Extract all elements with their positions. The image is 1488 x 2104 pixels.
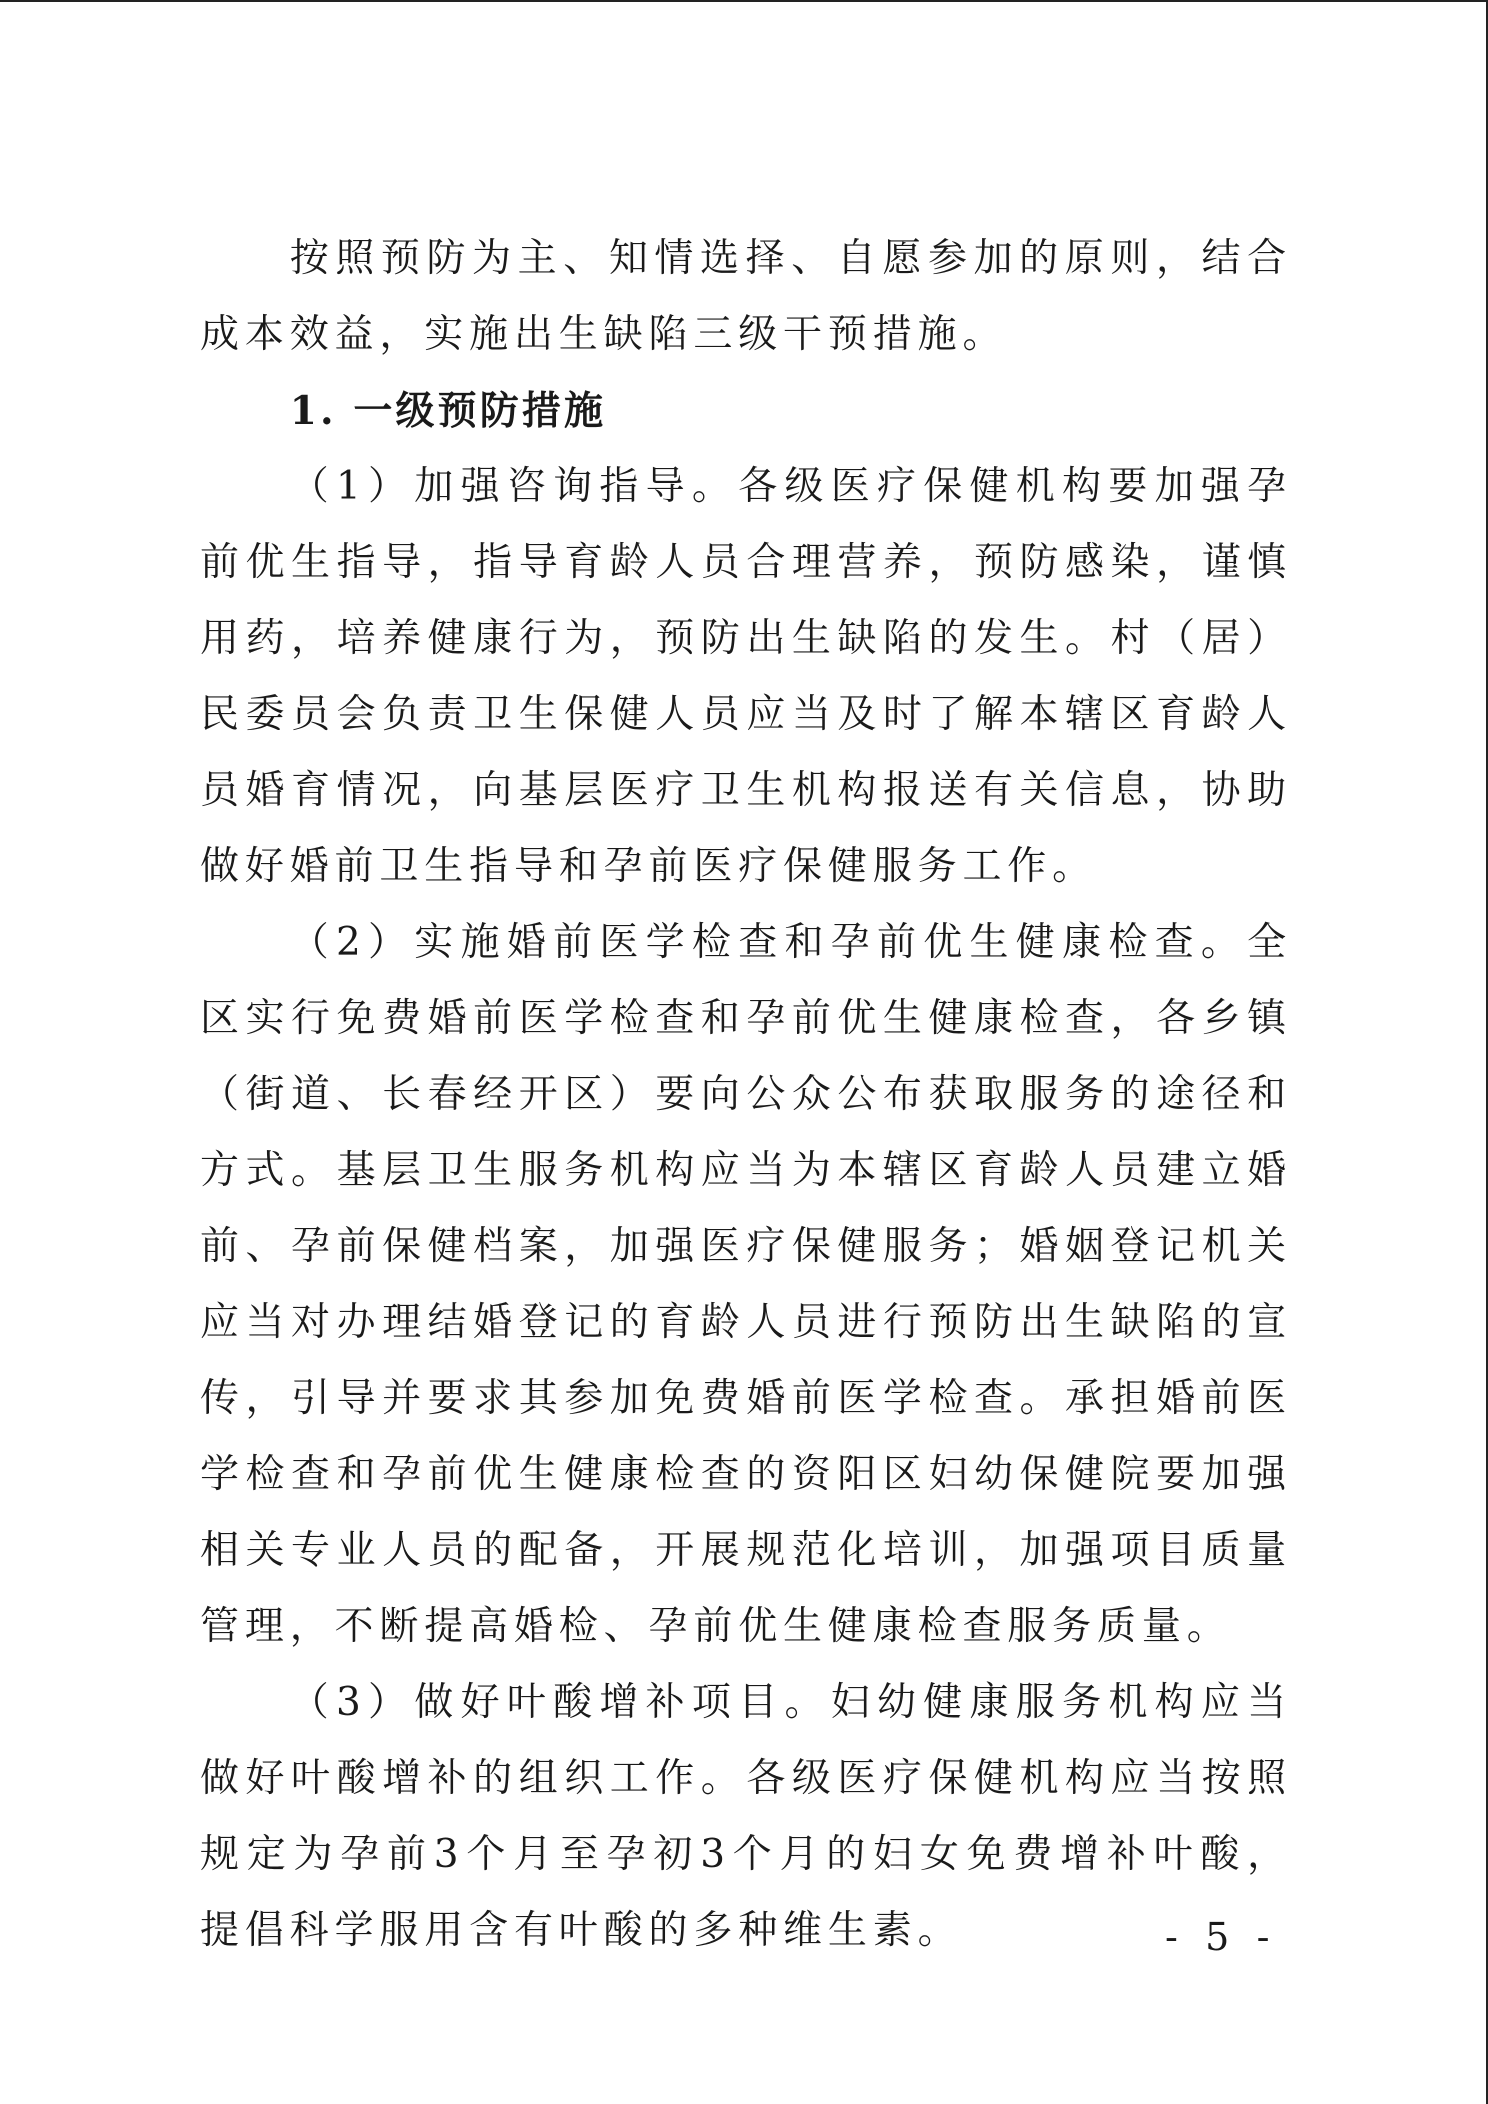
paragraph-consultation-guidance: （1）加强咨询指导。各级医疗保健机构要加强孕前优生指导，指导育龄人员合理营养，预防感染，谨慎用药，培养健康行为，预防出生缺陷的发生。村（居）民委员会负责卫生保健人员应当及时了解本辖区育龄人员婚育情况，向基层医疗卫生机构报送有关信息，协助做好婚前卫生指导和孕前医疗保健服务工作。 bbox=[200, 464, 1292, 889]
page-top-border bbox=[0, 0, 1488, 2]
paragraph-folic-acid: （3）做好叶酸增补项目。妇幼健康服务机构应当做好叶酸增补的组织工作。各级医疗保健机构应当按照规定为孕前3个月至孕初3个月的妇女免费增补叶酸，提倡科学服用含有叶酸的多种维生素。 bbox=[200, 1680, 1292, 1953]
section-heading-primary-prevention: 1. 一级预防措施 bbox=[289, 388, 607, 434]
document-body bbox=[200, 221, 1292, 1969]
page-number: - 5 - bbox=[1165, 1915, 1278, 1959]
paragraph-premarital-checkup: （2）实施婚前医学检查和孕前优生健康检查。全区实行免费婚前医学检查和孕前优生健康检查，各乡镇（街道、长春经开区）要向公众公布获取服务的途径和方式。基层卫生服务机构应当为本辖区育龄人员建立婚前、孕前保健档案，加强医疗保健服务；婚姻登记机关应当对办理结婚登记的育龄人员进行预防出生缺陷的宣传，引导并要求其参加免费婚前医学检查。承担婚前医学检查和孕前优生健康检查的资阳区妇幼保健院要加强相关专业人员的配备，开展规范化培训，加强项目质量管理，不断提高婚检、孕前优生健康检查服务质量。 bbox=[200, 920, 1292, 1649]
intro-paragraph: 按照预防为主、知情选择、自愿参加的原则，结合成本效益，实施出生缺陷三级干预措施。 bbox=[200, 236, 1292, 357]
